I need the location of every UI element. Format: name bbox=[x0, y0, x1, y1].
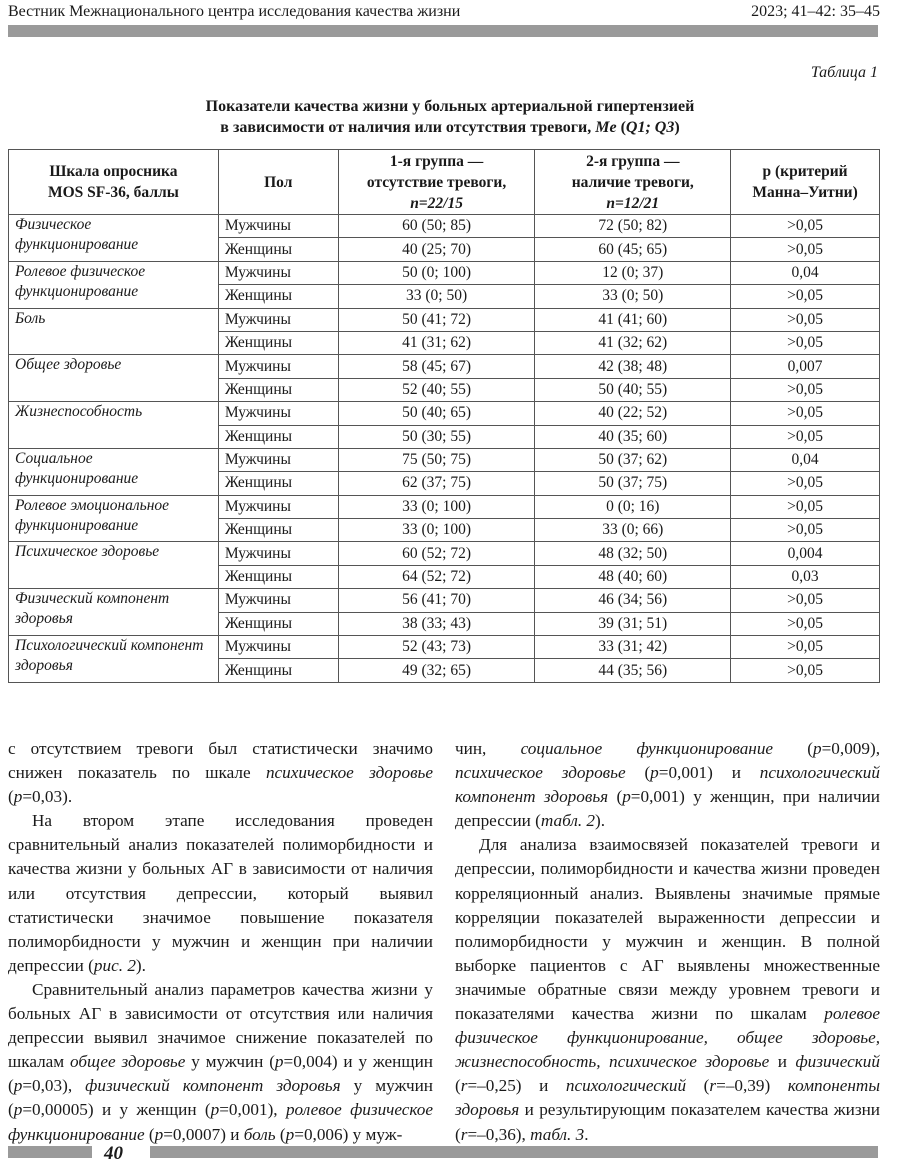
group2-value-cell: 44 (35; 56) bbox=[535, 659, 731, 682]
table-row bbox=[9, 448, 880, 471]
group2-value-cell: 50 (37; 62) bbox=[535, 448, 731, 471]
group2-value-cell: 41 (32; 62) bbox=[535, 331, 731, 354]
scale-name-cell: Физическое функционирование bbox=[9, 215, 219, 262]
sex-cell: Мужчины bbox=[218, 542, 338, 565]
text-run: ( bbox=[8, 787, 14, 807]
group2-value-cell: 72 (50; 82) bbox=[535, 215, 731, 238]
group1-value-cell: 49 (32; 65) bbox=[338, 659, 535, 682]
table-row bbox=[9, 215, 880, 238]
group1-value-cell: 52 (40; 55) bbox=[338, 378, 535, 401]
page-number: 40 bbox=[104, 1143, 123, 1164]
sex-cell: Мужчины bbox=[218, 308, 338, 331]
p-value-cell: 0,04 bbox=[731, 448, 880, 471]
scale-name-cell: Социальное функционирование bbox=[9, 448, 219, 495]
italic-text-run: физический bbox=[795, 1052, 880, 1072]
italic-text-run: боль bbox=[243, 1124, 276, 1144]
quality-of-life-table bbox=[8, 149, 880, 683]
italic-text-run: ролевое физическое функционирование, общее здоровье, жизнеспособность, психическое здоровье bbox=[455, 1004, 880, 1072]
caption-quartiles: Q1; Q3 bbox=[625, 119, 675, 136]
italic-text-run: p bbox=[650, 763, 659, 783]
text-run: и bbox=[769, 1052, 796, 1072]
header-group-1: 1-я группа — отсутствие тревоги, n=22/15 bbox=[338, 150, 535, 215]
sex-cell: Мужчины bbox=[218, 261, 338, 284]
body-column-right bbox=[455, 737, 880, 1147]
group2-value-cell: 33 (0; 50) bbox=[535, 285, 731, 308]
group2-value-cell: 40 (35; 60) bbox=[535, 425, 731, 448]
italic-text-run: физический компонент здоровья bbox=[85, 1076, 341, 1096]
text-run: =0,004) и у женщин ( bbox=[8, 1052, 433, 1096]
issue-info: 2023; 41–42: 35–45 bbox=[751, 3, 880, 20]
p-value-cell: >0,05 bbox=[731, 659, 880, 682]
p-value-cell: >0,05 bbox=[731, 636, 880, 659]
text-run: =0,001) у женщин, при наличии депрессии ( bbox=[455, 787, 880, 831]
group1-value-cell: 62 (37; 75) bbox=[338, 472, 535, 495]
p-value-cell: 0,03 bbox=[731, 565, 880, 588]
p-value-cell: >0,05 bbox=[731, 519, 880, 542]
table-row bbox=[9, 495, 880, 518]
group1-value-cell: 50 (0; 100) bbox=[338, 261, 535, 284]
sex-cell: Женщины bbox=[218, 519, 338, 542]
italic-text-run: табл. 3 bbox=[530, 1124, 585, 1144]
scale-name-cell: Боль bbox=[9, 308, 219, 355]
caption-line-2 bbox=[0, 117, 900, 138]
sex-cell: Женщины bbox=[218, 612, 338, 635]
sex-cell: Женщины bbox=[218, 331, 338, 354]
p-value-cell: >0,05 bbox=[731, 215, 880, 238]
sex-cell: Женщины bbox=[218, 238, 338, 261]
group2-value-cell: 0 (0; 16) bbox=[535, 495, 731, 518]
italic-text-run: p bbox=[13, 1100, 23, 1120]
p-value-cell: 0,007 bbox=[731, 355, 880, 378]
body-paragraph bbox=[455, 737, 880, 833]
body-paragraph bbox=[455, 833, 880, 1146]
italic-text-run: общее здоровье bbox=[70, 1052, 186, 1072]
italic-text-run: r bbox=[460, 1124, 468, 1144]
group1-value-cell: 50 (40; 65) bbox=[338, 402, 535, 425]
text-run: чин, bbox=[455, 739, 521, 758]
header-sex: Пол bbox=[218, 150, 338, 215]
header-scale: Шкала опросника MOS SF-36, баллы bbox=[9, 150, 219, 215]
group1-value-cell: 60 (52; 72) bbox=[338, 542, 535, 565]
caption-line-1: Показатели качества жизни у больных артериальной гипертензией bbox=[205, 98, 695, 115]
group2-value-cell: 41 (41; 60) bbox=[535, 308, 731, 331]
italic-text-run: p bbox=[274, 1052, 284, 1072]
group2-value-cell: 50 (40; 55) bbox=[535, 378, 731, 401]
caption-me: Me bbox=[595, 119, 617, 136]
group2-value-cell: 48 (40; 60) bbox=[535, 565, 731, 588]
caption-paren-open: ( bbox=[616, 119, 626, 136]
text-run: с отсутствием тревоги был статистически значимо снижен показатель по шкале bbox=[8, 739, 433, 783]
group2-value-cell: 39 (31; 51) bbox=[535, 612, 731, 635]
p-value-cell: >0,05 bbox=[731, 612, 880, 635]
scale-name-cell: Ролевое физическое функционирование bbox=[9, 261, 219, 308]
text-run: =0,006) у муж- bbox=[294, 1124, 403, 1144]
body-paragraph bbox=[8, 809, 433, 978]
group1-value-cell: 60 (50; 85) bbox=[338, 215, 535, 238]
group1-value-cell: 64 (52; 72) bbox=[338, 565, 535, 588]
p-value-cell: >0,05 bbox=[731, 285, 880, 308]
sex-cell: Мужчины bbox=[218, 589, 338, 612]
italic-text-run: p bbox=[813, 739, 822, 758]
italic-text-run: p bbox=[13, 787, 23, 807]
sex-cell: Женщины bbox=[218, 472, 338, 495]
sex-cell: Мужчины bbox=[218, 495, 338, 518]
p-value-cell: >0,05 bbox=[731, 378, 880, 401]
table-row bbox=[9, 636, 880, 659]
italic-text-run: p bbox=[622, 787, 631, 807]
caption-prefix: в зависимости от наличия или отсутствия тревоги, bbox=[220, 119, 596, 136]
text-run: ( bbox=[144, 1124, 155, 1144]
text-run: =0,03), bbox=[22, 1076, 86, 1096]
text-run: =0,0007) и bbox=[163, 1124, 244, 1144]
scale-name-cell: Физический компонент здоровья bbox=[9, 589, 219, 636]
text-run: у мужчин ( bbox=[185, 1052, 275, 1072]
text-run: ( bbox=[686, 1076, 710, 1096]
group1-value-cell: 33 (0; 50) bbox=[338, 285, 535, 308]
text-run: Сравнительный анализ параметров качества жизни у больных АГ в зависимости от отсутствия или наличия депрессии выявил значимое снижение показателей по шкалам bbox=[8, 979, 433, 1072]
text-run: На втором этапе исследования проведен сравнительный анализ показателей полиморбидности и качества жизни у больных АГ в зависимости от наличия или отсутствия депрессии, который выявил статистически значимое повышение показателя полиморбидности у мужчин и женщин при наличии депрессии ( bbox=[8, 811, 433, 975]
p-value-cell: >0,05 bbox=[731, 425, 880, 448]
group2-value-cell: 60 (45; 65) bbox=[535, 238, 731, 261]
table-row bbox=[9, 589, 880, 612]
p-value-cell: >0,05 bbox=[731, 495, 880, 518]
scale-name-cell: Жизнеспособность bbox=[9, 402, 219, 449]
text-run: =0,001), bbox=[219, 1100, 286, 1120]
table-header-row bbox=[9, 150, 880, 215]
sex-cell: Женщины bbox=[218, 378, 338, 401]
italic-text-run: психическое здоровье bbox=[455, 763, 626, 783]
group1-value-cell: 41 (31; 62) bbox=[338, 331, 535, 354]
italic-text-run: p bbox=[154, 1124, 164, 1144]
text-run: =–0,39) bbox=[716, 1076, 788, 1096]
text-run: =0,001) и bbox=[658, 763, 760, 783]
group2-value-cell: 48 (32; 50) bbox=[535, 542, 731, 565]
italic-text-run: социальное функционирование bbox=[520, 739, 774, 758]
group2-value-cell: 46 (34; 56) bbox=[535, 589, 731, 612]
text-run: =–0,25) и bbox=[467, 1076, 566, 1096]
group1-value-cell: 52 (43; 73) bbox=[338, 636, 535, 659]
group2-value-cell: 33 (31; 42) bbox=[535, 636, 731, 659]
journal-title: Вестник Межнационального центра исследования качества жизни bbox=[8, 3, 461, 20]
header-divider-bar bbox=[8, 25, 878, 37]
table-row bbox=[9, 261, 880, 284]
italic-text-run: компоненты здоровья bbox=[455, 1076, 880, 1120]
table-label: Таблица 1 bbox=[810, 64, 878, 81]
italic-text-run: p bbox=[13, 1076, 23, 1096]
italic-text-run: рис. 2 bbox=[93, 955, 136, 975]
italic-text-run: ролевое физическое функционирование bbox=[8, 1100, 433, 1144]
italic-text-run: табл. 2 bbox=[540, 811, 596, 831]
group1-value-cell: 38 (33; 43) bbox=[338, 612, 535, 635]
text-run: =0,00005) и у женщин ( bbox=[22, 1100, 211, 1120]
text-run: и результирующим показателем качества жизни ( bbox=[455, 1100, 880, 1144]
sex-cell: Женщины bbox=[218, 659, 338, 682]
text-run: у мужчин ( bbox=[8, 1076, 434, 1120]
group1-value-cell: 58 (45; 67) bbox=[338, 355, 535, 378]
scale-name-cell: Психологический компонент здоровья bbox=[9, 636, 219, 683]
sex-cell: Женщины bbox=[218, 285, 338, 308]
p-value-cell: >0,05 bbox=[731, 472, 880, 495]
scale-name-cell: Психическое здоровье bbox=[9, 542, 219, 589]
text-run: Для анализа взаимосвязей показателей тревоги и депрессии, полиморбидности и качества жизни проведен корреляционный анализ. Выявлены значимые прямые корреляции показателей выраженности депрессии и полиморбидности у мужчин и женщин. В полной выборке пациентов с АГ выявлены множественные значимые обратные связи между уровнем тревоги и показателями качества жизни по шкалам bbox=[455, 835, 880, 1024]
group2-value-cell: 40 (22; 52) bbox=[535, 402, 731, 425]
text-run: ( bbox=[455, 1076, 461, 1096]
italic-text-run: психологический bbox=[565, 1076, 687, 1096]
table-row bbox=[9, 308, 880, 331]
sex-cell: Мужчины bbox=[218, 636, 338, 659]
text-run: ( bbox=[275, 1124, 286, 1144]
text-run: =–0,36), bbox=[467, 1124, 531, 1144]
group1-value-cell: 75 (50; 75) bbox=[338, 448, 535, 471]
italic-text-run: психическое здоровье bbox=[265, 763, 434, 783]
footer-bar-left bbox=[8, 1146, 92, 1158]
text-run: ( bbox=[608, 787, 623, 807]
text-run: ( bbox=[625, 763, 651, 783]
p-value-cell: >0,05 bbox=[731, 238, 880, 261]
table-caption bbox=[0, 96, 900, 138]
p-value-cell: >0,05 bbox=[731, 308, 880, 331]
body-paragraph bbox=[8, 978, 433, 1147]
scale-name-cell: Ролевое эмоциональное функционирование bbox=[9, 495, 219, 542]
group2-value-cell: 50 (37; 75) bbox=[535, 472, 731, 495]
group1-value-cell: 33 (0; 100) bbox=[338, 519, 535, 542]
group2-value-cell: 12 (0; 37) bbox=[535, 261, 731, 284]
sex-cell: Женщины bbox=[218, 565, 338, 588]
italic-text-run: p bbox=[285, 1124, 295, 1144]
italic-text-run: r bbox=[709, 1076, 717, 1096]
header-group-2: 2-я группа — наличие тревоги, n=12/21 bbox=[535, 150, 731, 215]
table-row bbox=[9, 355, 880, 378]
text-run: ( bbox=[773, 739, 814, 758]
table-row bbox=[9, 402, 880, 425]
text-run: . bbox=[584, 1124, 589, 1144]
body-paragraph bbox=[8, 737, 433, 809]
body-column-left bbox=[8, 737, 433, 1147]
sex-cell: Женщины bbox=[218, 425, 338, 448]
italic-text-run: r bbox=[460, 1076, 468, 1096]
sex-cell: Мужчины bbox=[218, 448, 338, 471]
text-run: =0,009), bbox=[821, 739, 880, 758]
text-run: ). bbox=[595, 811, 606, 831]
sex-cell: Мужчины bbox=[218, 215, 338, 238]
p-value-cell: 0,004 bbox=[731, 542, 880, 565]
group1-value-cell: 50 (30; 55) bbox=[338, 425, 535, 448]
group1-value-cell: 50 (41; 72) bbox=[338, 308, 535, 331]
group2-value-cell: 42 (38; 48) bbox=[535, 355, 731, 378]
p-value-cell: >0,05 bbox=[731, 402, 880, 425]
scale-name-cell: Общее здоровье bbox=[9, 355, 219, 402]
p-value-cell: >0,05 bbox=[731, 331, 880, 354]
group1-value-cell: 40 (25; 70) bbox=[338, 238, 535, 261]
group1-value-cell: 56 (41; 70) bbox=[338, 589, 535, 612]
p-value-cell: 0,04 bbox=[731, 261, 880, 284]
group1-value-cell: 33 (0; 100) bbox=[338, 495, 535, 518]
header-p-value: p (критерий Манна–Уитни) bbox=[731, 150, 880, 215]
sex-cell: Мужчины bbox=[218, 355, 338, 378]
italic-text-run: p bbox=[210, 1100, 220, 1120]
italic-text-run: психологический компонент здоровья bbox=[455, 763, 880, 807]
footer-bar-right bbox=[150, 1146, 878, 1158]
text-run: =0,03). bbox=[22, 787, 73, 807]
sex-cell: Мужчины bbox=[218, 402, 338, 425]
p-value-cell: >0,05 bbox=[731, 589, 880, 612]
group2-value-cell: 33 (0; 66) bbox=[535, 519, 731, 542]
caption-paren-close: ) bbox=[674, 119, 680, 136]
text-run: ). bbox=[135, 955, 146, 975]
table-row bbox=[9, 542, 880, 565]
